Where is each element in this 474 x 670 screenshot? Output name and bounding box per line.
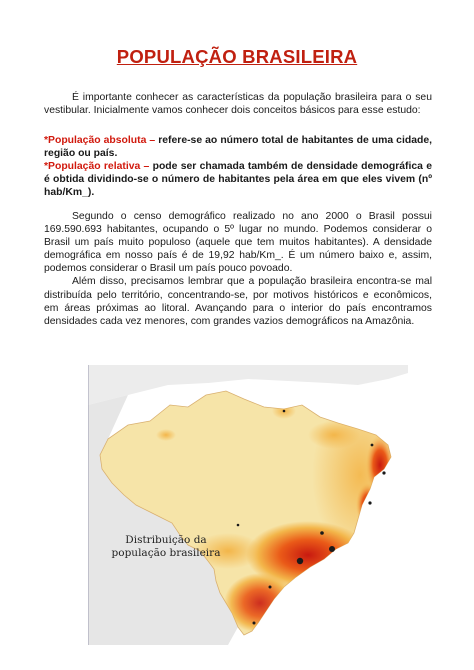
- definition-text: refere-se ao número total de habitantes de uma cidade, região ou país.: [44, 135, 432, 160]
- metro-belo-horizonte: [320, 531, 324, 535]
- metro-rio-de-janeiro: [329, 546, 335, 552]
- definition-text: pode ser chamada também de densidade demográfica e é obtida dividindo-se o número de habitantes pela área em que eles vivem (nº hab/Km_).: [44, 161, 432, 199]
- census-text: Segundo o censo demográfico realizado no ano 2000 o Brasil possui 169.590.693 habitantes, ocupando o 5º lugar no mundo. Podemos considerar o Brasil um país muito populoso (aquele que tem muitos habitantes). A densidade demográfica em nosso país é de 19,92 hab/Km_. É um número baixo e, assim, podemos considerar o Brasil um país pouco povoado.: [44, 211, 432, 275]
- population-distribution-map: [88, 365, 408, 645]
- page-title: POPULAÇÃO BRASILEIRA: [116, 46, 358, 67]
- distribution-paragraph: [44, 275, 432, 327]
- definitions-block: [44, 134, 432, 199]
- metro-salvador: [368, 501, 371, 504]
- definition-term: *População relativa –: [44, 161, 150, 173]
- metro-porto-alegre: [253, 622, 256, 625]
- metro-fortaleza: [371, 444, 374, 447]
- metro-belem: [283, 410, 286, 413]
- census-paragraph: [44, 210, 432, 275]
- distribution-text: Além disso, precisamos lembrar que a população brasileira encontra-se mal distribuída pelo território, concentrando-se, por motivos históricos e econômicos, em áreas próximas ao litoral. Avançando para o interior do país encontramos densidades cada vez menores, com grandes vazios demográficos na Amazônia.: [44, 276, 432, 327]
- definition-relative: [44, 160, 432, 199]
- metro-sao-paulo: [297, 558, 303, 564]
- definition-absolute: [44, 134, 432, 160]
- map-caption: [96, 534, 236, 559]
- caption-line-2: população brasileira: [111, 546, 221, 559]
- body-paragraphs: [44, 210, 432, 328]
- manaus-medium: [156, 429, 176, 441]
- intro-text: É importante conhecer as características da população brasileira para o seu vestibular. Inicialmente vamos conhecer dois conceitos básicos para esse estudo:: [44, 92, 432, 117]
- metro-brasilia: [237, 524, 240, 527]
- definition-term: *População absoluta –: [44, 135, 156, 146]
- intro-paragraph: [44, 91, 432, 117]
- metro-recife: [382, 471, 385, 474]
- metro-curitiba: [269, 586, 272, 589]
- caption-line-1: Distribuição da: [125, 534, 207, 546]
